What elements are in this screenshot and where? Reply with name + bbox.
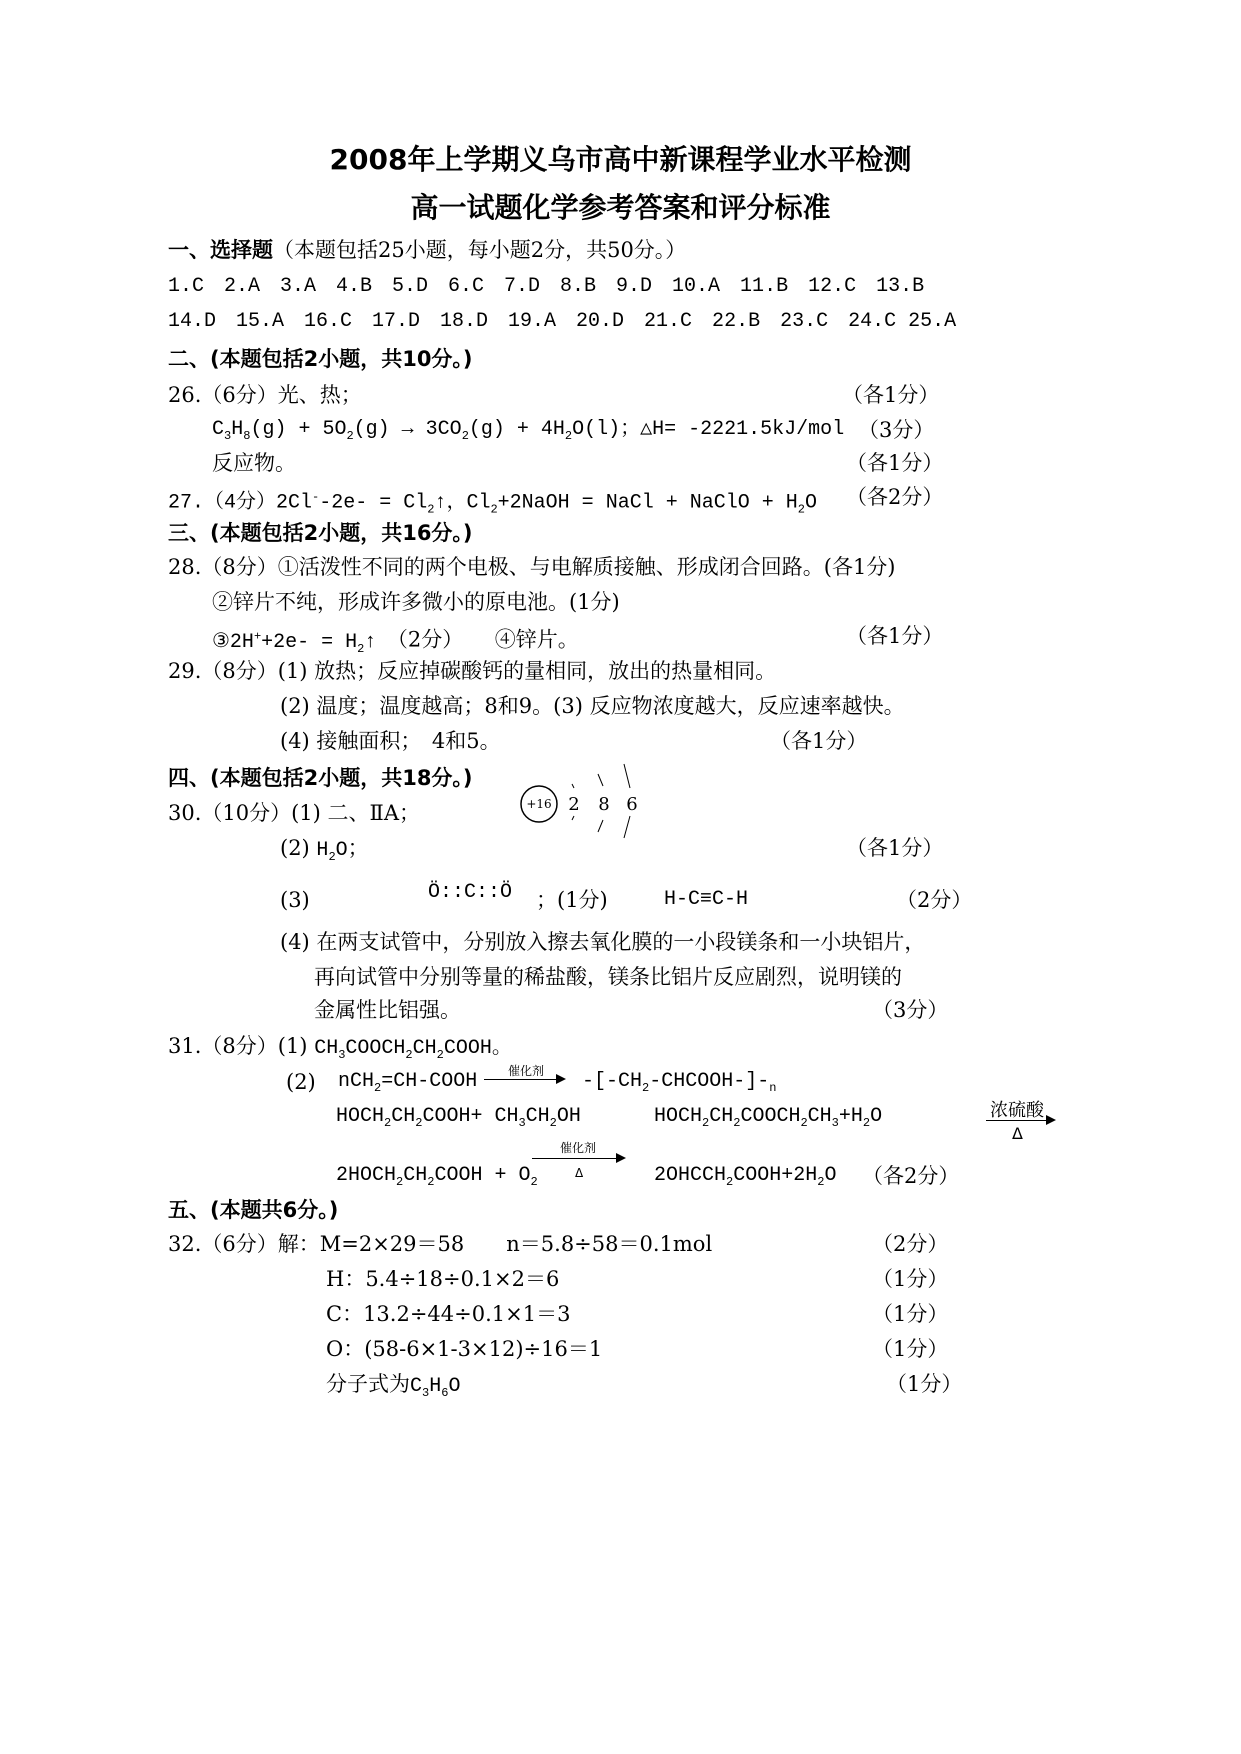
- q30-line-1: 30.（10分）(1) 二、ⅡA；: [168, 801, 420, 825]
- q30-line-4b: 再向试管中分别等量的稀盐酸，镁条比铝片反应剧烈，说明镁的: [314, 965, 902, 989]
- shell-1-count: 2: [568, 794, 580, 815]
- q32-line-c: C：13.2÷44÷0.1×1＝3: [326, 1302, 571, 1326]
- q32-score-o: （1分）: [872, 1337, 949, 1361]
- q31-reactant-1: nCH$_2$=CH-COOH: [338, 1070, 478, 1095]
- conc-acid-label: 浓硫酸: [990, 1100, 1044, 1121]
- q32-score-h: （1分）: [872, 1267, 949, 1291]
- catalyst-label-2: 催化剂: [560, 1141, 597, 1155]
- q27-line: 27.（4分）$2Cl^--2e- = Cl_2↑$，$Cl_2+2NaOH$ = NaCl + NaClO + $H_2O$: [168, 490, 817, 517]
- acetylene-formula: H-C≡C-H: [664, 888, 749, 911]
- section-2-heading: 二、(本题包括2小题，共10分。): [168, 347, 473, 371]
- q28-line-3-text: （2分） ④锌片。: [397, 627, 579, 652]
- section-1-heading: [168, 236, 686, 264]
- q31-line-1: [168, 1032, 512, 1069]
- answers-row-2: 14.D 15.A 16.C 17.D 18.D 19.A 20.D 21.C 22.B 23.C 24.C 25.A: [168, 310, 957, 333]
- q31-line-2-label: (2): [286, 1070, 316, 1094]
- q26-score-1: （各1分）: [842, 383, 940, 407]
- section-1-title: 一、选择题: [168, 238, 273, 262]
- page-subtitle: 高一试题化学参考答案和评分标准: [410, 191, 831, 224]
- q29-line-2: (2) 温度；温度越高；8和9。(3) 反应物浓度越大，反应速率越快。: [280, 694, 905, 718]
- reaction-arrow-1: [484, 1079, 564, 1080]
- q32-score-c: （1分）: [872, 1302, 949, 1326]
- q31-product-1: $-[-CH_2-CHCOOH-]-_n$: [582, 1070, 777, 1095]
- q31-formula-1: $CH_3COOCH_2CH_2COOH$。: [314, 1037, 512, 1062]
- q32-line-o: O：(58-6×1-3×12)÷16＝1: [326, 1337, 603, 1361]
- section-3-heading: 三、(本题包括2小题，共16分。): [168, 521, 473, 545]
- q27-score: （各2分）: [846, 485, 944, 509]
- q32-formula-prefix: 分子式为: [326, 1372, 410, 1396]
- heat-symbol-stray: Δ: [1012, 1124, 1023, 1143]
- q32-line-1: 32.（6分）解：M=2×29＝58 n＝5.8÷58＝0.1mol: [168, 1232, 713, 1256]
- water-formula: $H_2O$: [316, 839, 348, 864]
- q31-product-3: $2OHCCH_2COOH+2H_2O$: [654, 1164, 837, 1189]
- q29-line-1: 29.（8分）(1) 放热；反应掉碳酸钙的量相同，放出的热量相同。: [168, 659, 777, 683]
- q32-score-formula: （1分）: [886, 1372, 963, 1396]
- molecular-formula: $C_3H_6O$: [410, 1375, 461, 1400]
- q28-equation: ③2H++2e- = $H_2↑$: [212, 629, 377, 656]
- q29-score: （各1分）: [770, 729, 868, 753]
- catalyst-label-1: 催化剂: [508, 1064, 545, 1078]
- q32-line-formula: [326, 1370, 460, 1407]
- reaction-arrow-stray: [986, 1120, 1054, 1121]
- heat-symbol-2: Δ: [575, 1166, 584, 1180]
- q26-line-3: 反应物。: [212, 451, 296, 475]
- q32-score-1: （2分）: [872, 1232, 949, 1256]
- q30-line-2: (2) $H_2O$；: [280, 836, 369, 864]
- co2-lewis-structure: Ö::C::Ö: [428, 881, 513, 904]
- q30-line-4c: 金属性比铝强。: [314, 998, 461, 1022]
- page-title: 2008年上学期义乌市高中新课程学业水平检测: [329, 143, 912, 176]
- q30-line-4a: (4) 在两支试管中，分别放入擦去氧化膜的一小段镁条和一小块铝片，: [280, 930, 926, 954]
- sulfur-atom-diagram: [510, 762, 650, 840]
- reaction-arrow-2: [532, 1158, 624, 1159]
- shell-2-count: 8: [598, 794, 610, 815]
- q31-reactant-3: $2HOCH_2CH_2COOH + O_2$: [336, 1164, 538, 1189]
- q30-score-4: （3分）: [872, 998, 949, 1022]
- section-4-heading: 四、(本题包括2小题，共18分。): [168, 766, 473, 790]
- q26-score-3: （各1分）: [846, 451, 944, 475]
- section-1-note: （本题包括25小题，每小题2分，共50分。）: [273, 238, 687, 262]
- q28-score: （各1分）: [846, 624, 944, 648]
- q30-score-3: （2分）: [896, 888, 973, 912]
- q30-line-3-mid: ；(1分): [536, 888, 608, 912]
- q30-line-3-label: (3): [280, 888, 310, 912]
- shell-3-count: 6: [626, 794, 638, 815]
- q30-score-2: （各1分）: [846, 836, 944, 860]
- q28-line-2: ②锌片不纯，形成许多微小的原电池。(1分): [212, 590, 620, 614]
- answers-row-1: 1.C 2.A 3.A 4.B 5.D 6.C 7.D 8.B 9.D 10.A 11.B 12.C 13.B: [168, 275, 925, 298]
- q26-score-2: （3分）: [858, 418, 935, 442]
- q26-line-1: 26.（6分）光、热；: [168, 383, 362, 407]
- q29-line-3: (4) 接触面积； 4和5。: [280, 729, 501, 753]
- q26-equation: $C_3H_8(g) + 5O_2(g) \to 3CO_2(g) + 4H_2O(l)$；△H= -2221.5kJ/mol: [212, 418, 845, 443]
- q31-prefix: 31.（8分）(1): [168, 1034, 315, 1058]
- q32-line-h: H：5.4÷18÷0.1×2＝6: [326, 1267, 560, 1291]
- q31-score: （各2分）: [862, 1164, 960, 1188]
- q31-reactant-2: $HOCH_2CH_2COOH+ CH_3CH_2OH$: [336, 1105, 581, 1130]
- q28-line-1: 28.（8分）①活泼性不同的两个电极、与电解质接触、形成闭合回路。(各1分): [168, 555, 896, 579]
- section-5-heading: 五、(本题共6分。): [168, 1198, 339, 1222]
- nucleus-charge: +16: [526, 797, 552, 811]
- q31-product-2: $HOCH_2CH_2COOCH_2CH_3+H_2O$: [654, 1105, 883, 1130]
